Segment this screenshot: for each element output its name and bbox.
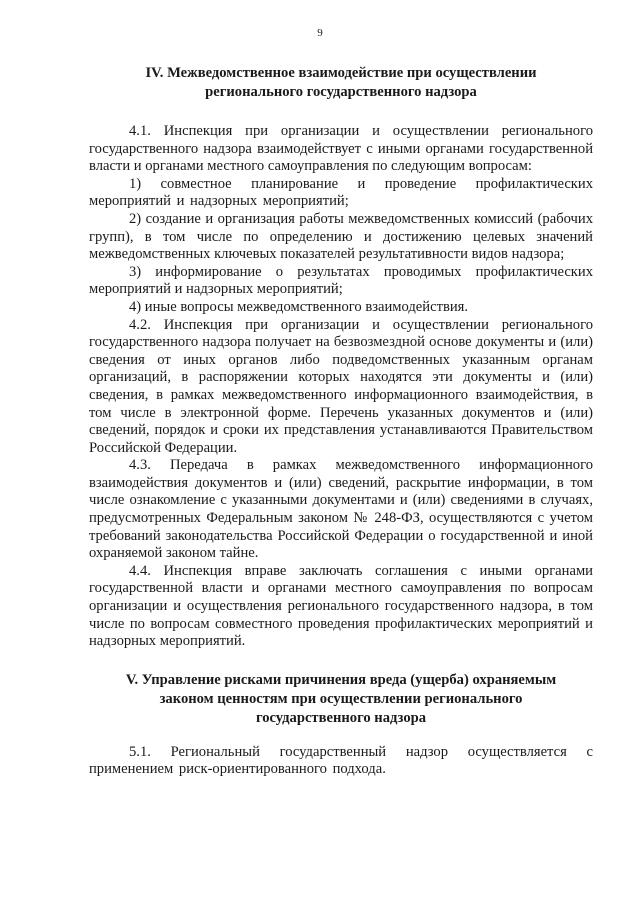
paragraph-4-1: 4.1. Инспекция при организации и осуществлении регионального государственного надзора взаимодействует с иными органами государственной власти и органами местного самоуправления по следующим вопросам: [89, 123, 593, 175]
paragraph-4-4: 4.4. Инспекция вправе заключать соглашения с иными органами государственной власти и органами местного самоуправления по вопросам организации и осуществления регионального государственного надзора, в том числе по вопросам совместного проведения профилактических мероприятий и надзорных мероприятий. [89, 562, 593, 650]
section-5-heading-line-1: V. Управление рисками причинения вреда (ущерба) охраняемым [125, 671, 557, 688]
paragraph-4-1-item-1: 1) совместное планирование и проведение профилактических мероприятий и надзорных мероприятий; [89, 175, 593, 210]
paragraph-4-1-item-2: 2) создание и организация работы межведомственных комиссий (рабочих групп), в том числе по определению и достижению целевых значений межведомственных ключевых показателей результативности видов надзора; [89, 210, 593, 263]
section-4-heading-line-1: IV. Межведомственное взаимодействие при осуществлении [145, 65, 537, 81]
paragraph-4-3: 4.3. Передача в рамках межведомственного информационного взаимодействия документов и (или) сведений, раскрытие информации, в том числе ознакомление с указанными документами и (или) сведениями в случаях, предусмотренных Федеральным законом № 248-ФЗ, осуществляются с учетом требований законодательства Российской Федерации о государственной и иной охраняемой законом тайне. [89, 457, 593, 562]
paragraph-5-1: 5.1. Региональный государственный надзор осуществляется с применением риск-ориентированного подхода. [89, 743, 593, 778]
paragraph-4-1-item-3: 3) информирование о результатах проводимых профилактических мероприятий и надзорных мероприятий; [89, 263, 593, 298]
document-body [89, 64, 593, 779]
section-5-heading [89, 671, 593, 728]
section-5-heading-line-3: государственного надзора [255, 709, 427, 726]
section-5-heading-line-2: законом ценностям при осуществлении регионального [159, 690, 523, 707]
paragraph-4-2: 4.2. Инспекция при организации и осуществлении регионального государственного надзора получает на безвозмездной основе документы и (или) сведения от иных органов либо подведомственных указанным органам организаций, в распоряжении которых находятся эти документы и (или) сведения, в рамках межведомственного информационного взаимодействия, в том числе в электронной форме. Перечень указанных документов и (или) сведений, порядок и сроки их представления устанавливаются Правительством Российской Федерации. [89, 316, 593, 456]
section-4-heading-line-2: регионального государственного надзора [205, 84, 477, 100]
section-4-heading [89, 64, 593, 102]
page-number: 9 [317, 27, 323, 39]
paragraph-4-1-item-4: 4) иные вопросы межведомственного взаимодействия. [129, 298, 469, 315]
